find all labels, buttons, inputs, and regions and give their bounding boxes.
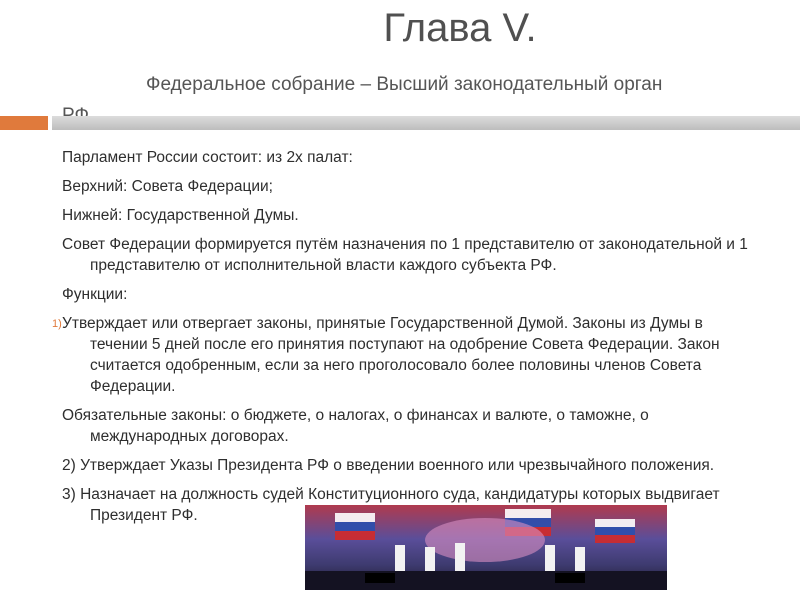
paragraph-federation-council: Совет Федерации формируется путём назначения по 1 представителю от законодательной и 1 представителю от исполнительной власти каждого субъекта РФ. [62, 236, 748, 274]
paragraph-functions: Функции: [62, 286, 128, 303]
slide-body [52, 147, 762, 534]
list-item-1 [52, 313, 762, 397]
paragraph-upper-chamber: Верхний: Совета Федерации; [62, 178, 273, 195]
paragraph-lower-chamber: Нижней: Государственной Думы. [62, 207, 299, 224]
divider-bar [52, 116, 800, 130]
concert-stage-photo [305, 505, 667, 590]
accent-bar [0, 116, 48, 130]
paragraph-mandatory-laws: Обязательные законы: о бюджете, о налогах, о финансах и валюте, о таможне, о международных договорах. [62, 407, 649, 445]
slide-subtitle: Федеральное собрание – Высший законодательный орган [146, 74, 663, 95]
list-number: 1) [52, 318, 62, 330]
slide-title: Глава V. [383, 6, 537, 50]
list-item-text: Утверждает или отвергает законы, принятые Государственной Думой. Законы из Думы в течении 5 дней после его принятия поступают на одобрение Совета Федерации. Закон считается одобренным, если за него проголосовало более половины членов Совета Федерации. [62, 315, 720, 395]
paragraph-parliament: Парламент России состоит: из 2х палат: [62, 149, 353, 166]
paragraph-decrees: 2) Утверждает Указы Президента РФ о введении военного или чрезвычайного положения. [62, 457, 715, 474]
paragraph-judges: 3) Назначает на должность судей Конституционного суда, кандидатуры которых выдвигает Президент РФ. [62, 486, 720, 524]
